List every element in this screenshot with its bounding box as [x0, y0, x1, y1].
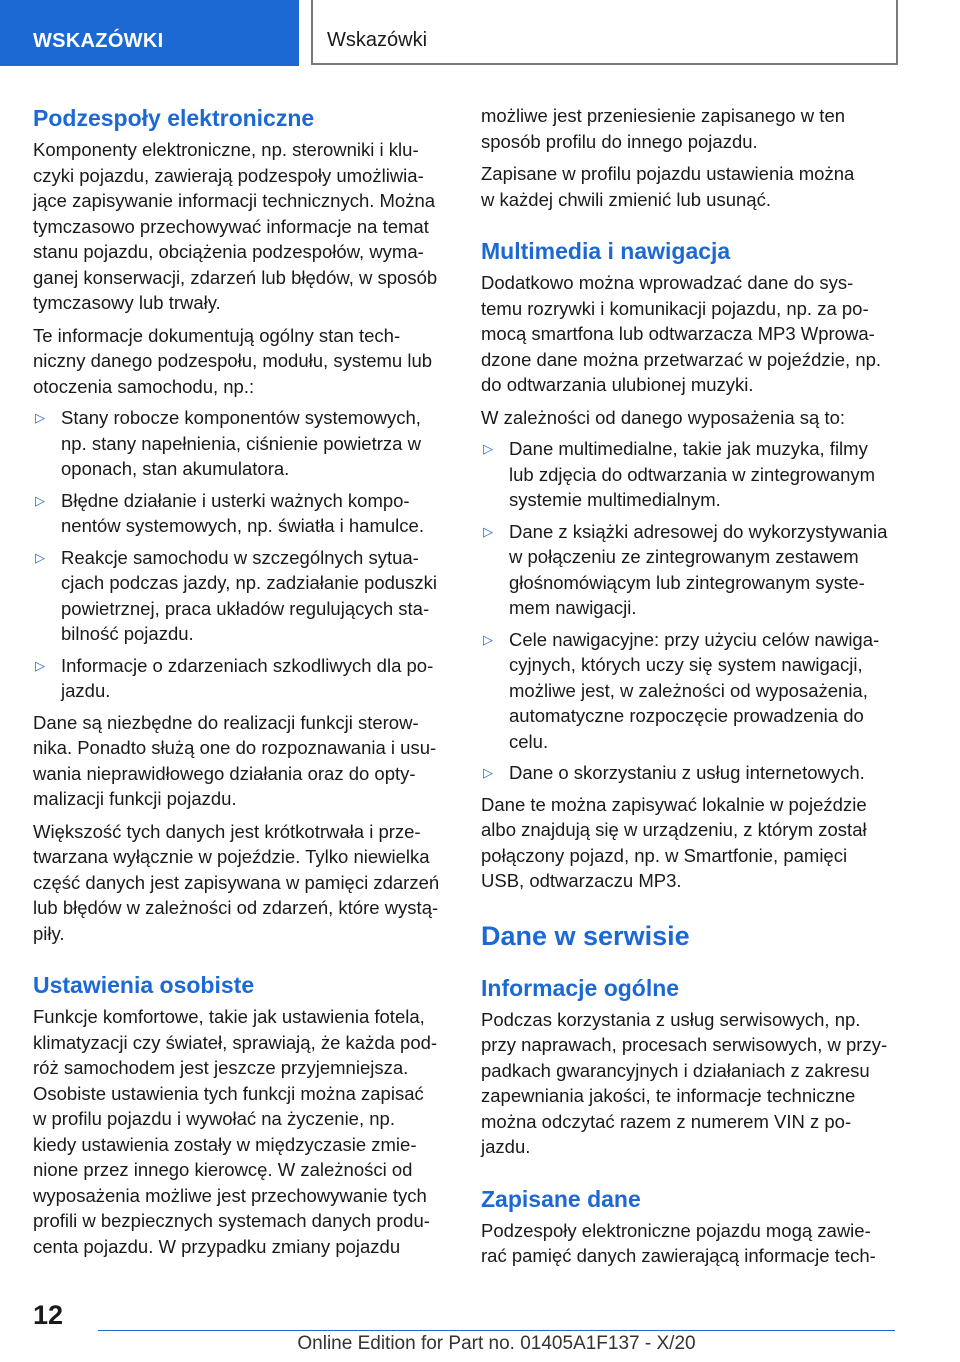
footer-edition: Online Edition for Part no. 01405A1F137 - X/20: [297, 1333, 696, 1354]
list-item: [481, 627, 897, 755]
paragraph: Dane są niezbędne do realizacji funkcji sterow- nika. Ponadto służą one do rozpoznawania i usu- wania nieprawidłowego działania oraz do opty- malizacji funkcji pojazdu.: [33, 711, 437, 809]
list-item: [33, 405, 449, 482]
triangle-bullet-icon: ▷: [483, 441, 493, 456]
header-tab-label: WSKAZÓWKI: [33, 30, 164, 52]
list-item-text: Stany robocze komponentów systemowych, np. stany napełnienia, ciśnienie powietrza w oponach, stan akumulatora.: [61, 407, 421, 479]
paragraph: Te informacje dokumentują ogólny stan tech- niczny danego podzespołu, modułu, systemu lub otoczenia samochodu, np.:: [33, 324, 433, 397]
paragraph: możliwe jest przeniesienie zapisanego w ten sposób profilu do innego pojazdu.: [481, 105, 846, 152]
heading-general-information: Informacje ogólne: [481, 974, 680, 1001]
bullet-list: [481, 436, 897, 786]
triangle-bullet-icon: ▷: [35, 410, 45, 425]
left-column: [33, 103, 449, 1259]
list-item: [33, 545, 449, 647]
paragraph: Dane te można zapisywać lokalnie w pojeździe albo znajdują się w urządzeniu, z którym został połączony pojazd, np. w Smartfonie, pamięci USB, odtwarzaczu MP3.: [481, 793, 867, 891]
heading-personal-settings: Ustawienia osobiste: [33, 972, 255, 998]
list-item: [481, 760, 897, 786]
triangle-bullet-icon: ▷: [35, 657, 45, 673]
footer-divider: [98, 1330, 895, 1331]
paragraph: Komponenty elektroniczne, np. sterowniki i klu- czyki pojazdu, zawierają podzespoły umożliwia- jące zapisywanie informacji technicznych. Można tymczasowo przechowywać informacje na temat stanu pojazdu, obciążenia podzespołów, wyma- ganej konserwacji, zdarzeń lub błędów, w sposób tymczasowy lub trwały.: [33, 139, 438, 313]
paragraph: Większość tych danych jest krótkotrwała i prze- twarzana wyłącznie w pojeździe. Tylko niewielka część danych jest zapisywana w pamięci zdarzeń lub błędów w zależności od zdarzeń, które wystą- piły.: [33, 820, 440, 944]
triangle-bullet-icon: ▷: [35, 549, 45, 565]
triangle-bullet-icon: ▷: [483, 765, 493, 780]
list-item: [33, 653, 449, 704]
heading-saved-data: Zapisane dane: [481, 1185, 641, 1212]
header-section-box: [311, 0, 898, 65]
triangle-bullet-icon: ▷: [483, 523, 493, 539]
header-section-title: Wskazówki: [327, 29, 428, 51]
paragraph: Dodatkowo można wprowadzać dane do sys- temu rozrywki i komunikacji pojazdu, np. za po- mocą smartfona lub odtwarzacza MP3 Wprowa- dzone dane można przetwarzać w pojeździe, np. do odtwarzania ulubionej muzyki.: [481, 272, 882, 395]
list-item: [481, 436, 897, 513]
right-column: [481, 103, 897, 1269]
list-item-text: Dane z książki adresowej do wykorzystywania w połączeniu ze zintegrowanym zestawem głośnomówiącym lub zintegrowanym syste- mem nawigacji.: [509, 520, 888, 618]
triangle-bullet-icon: ▷: [35, 492, 45, 508]
list-item-text: Dane o skorzystaniu z usług internetowych.: [509, 762, 865, 783]
list-item-text: Dane multimedialne, takie jak muzyka, filmy lub zdjęcia do odtwarzania w zintegrowanym systemie multimedialnym.: [509, 438, 876, 510]
paragraph: Podczas korzystania z usług serwisowych, np. przy naprawach, procesach serwisowych, w przy- padkach gwarancyjnych i działaniach z zakresu zapewniania jakości, te informacje techniczne można odczytać razem z numerem VIN z po- jazdu.: [481, 1008, 888, 1157]
header-tab: [0, 0, 299, 66]
list-item-text: Błędne działanie i usterki ważnych kompo- nentów systemowych, np. światła i hamulce.: [61, 489, 424, 536]
list-item-text: Reakcje samochodu w szczególnych sytua- cjach podczas jazdy, np. zadziałanie poduszki powietrznej, praca układów regulujących sta- bilność pojazdu.: [61, 546, 438, 644]
triangle-bullet-icon: ▷: [483, 631, 493, 647]
list-item: [33, 488, 449, 539]
heading-multimedia-navigation: Multimedia i nawigacja: [481, 238, 731, 264]
page-number: 12: [33, 1300, 64, 1330]
list-item-text: Informacje o zdarzeniach szkodliwych dla po- jazdu.: [61, 654, 434, 701]
heading-electronic-components: Podzespoły elektroniczne: [33, 105, 315, 131]
heading-service-data: Dane w serwisie: [481, 920, 690, 951]
paragraph: Podzespoły elektroniczne pojazdu mogą zawie- rać pamięć danych zawierającą informacje tech-: [481, 1219, 876, 1266]
list-item: [481, 519, 897, 621]
bullet-list: [33, 405, 449, 704]
list-item-text: Cele nawigacyjne: przy użyciu celów nawiga- cyjnych, których uczy się system nawigacji, możliwe jest, w zależności od wyposażenia, automatyczne rozpoczęcie prowadzenia do celu.: [509, 628, 880, 752]
paragraph: W zależności od danego wyposażenia są to:: [481, 406, 846, 428]
paragraph: Funkcje komfortowe, takie jak ustawienia fotela, klimatyzacji czy świateł, sprawiają, że każda pod- róż samochodem jest jeszcze przyjemniejsza. Osobiste ustawienia tych funkcji można zapisać w profilu pojazdu i wywołać na życzenie, np. kiedy ustawienia zostały w międzyczasie zmie- nione przez innego kierowcę. W zależności od wyposażenia możliwe jest przechowywanie tych profili w bezpiecznych systemach danych produ- centa pojazdu. W przypadku zmiany pojazdu: [33, 1006, 438, 1257]
paragraph: Zapisane w profilu pojazdu ustawienia można w każdej chwili zmienić lub usunąć.: [481, 163, 855, 210]
